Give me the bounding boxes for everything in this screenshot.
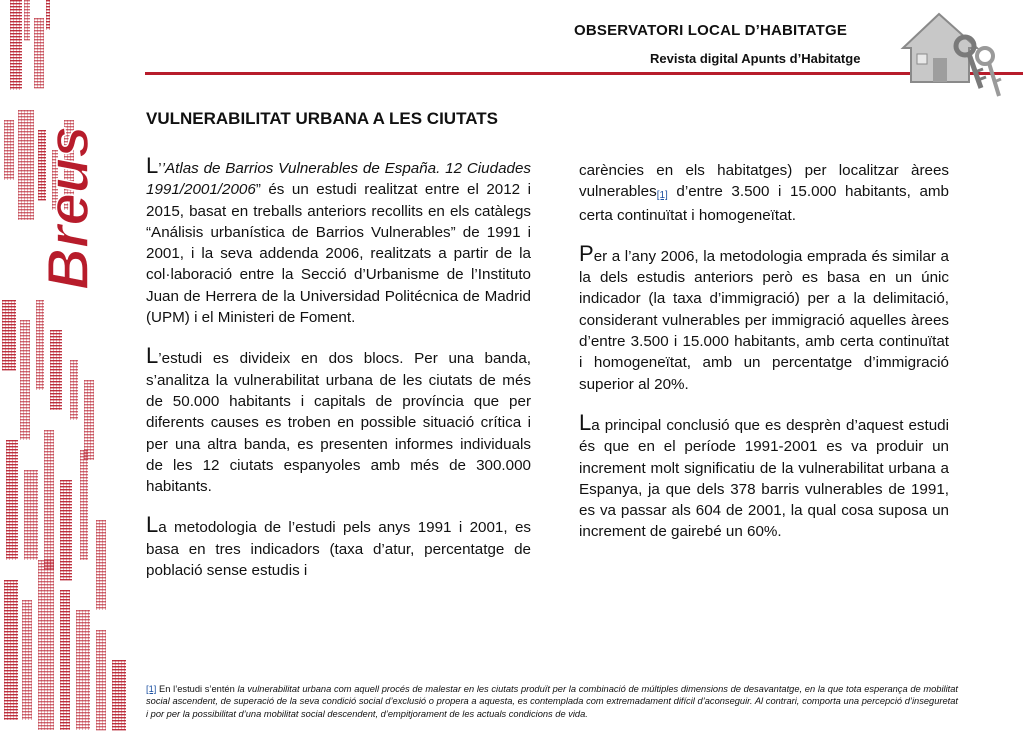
article-column-2: [579, 160, 949, 562]
footnote: [146, 683, 958, 720]
article-title: VULNERABILITAT URBANA A LES CIUTATS: [146, 109, 498, 128]
paragraph: [579, 409, 949, 543]
text-fragment: er a l’any 2006, la metodologia emprada és similar a la dels estudis anteriors però es basa en un únic indicador (la taxa d’immigració) per a la delimitació, considerant vulnerables per immigració aquelles àrees d’entre 3.500 i 15.000 habitants, amb certa continuïtat i homogeneïtat, amb un percentatge d’immigració superior al 20%.: [579, 247, 949, 393]
stripe-block: [60, 590, 70, 730]
header-subtitle: Revista digital Apunts d’Habitatge: [650, 51, 861, 66]
paragraph: [579, 240, 949, 395]
stripe-block: [96, 630, 106, 730]
stripe-block: [18, 110, 34, 220]
stripe-block: [6, 440, 18, 560]
stripe-block: [76, 610, 90, 730]
drop-cap: P: [579, 240, 594, 266]
stripe-block: [60, 480, 72, 580]
article-column-1: [146, 157, 531, 647]
stripe-block: [84, 380, 94, 460]
header-divider: [145, 72, 1023, 75]
stripe-block: [34, 18, 44, 88]
house-keys-icon: [895, 8, 1007, 106]
text-fragment: ” és un estudi realitzat entre el 2012 i 2015, basat en treballs anteriors recollits en els catàlegs “Análisis urbanística de Barrios Vulnerables” de 1991 i 2001, i la seva addenda 2006, realitzats a partir de la col·laboració entre la Secció d’Urbanisme de l’Instituto Juan de Herrera de la Universidad Politécnica de Madrid (UPM) i el Ministeri de Foment.: [146, 181, 531, 327]
stripe-block: [50, 330, 62, 410]
text-fragment: ’: [158, 160, 162, 177]
stripe-block: [2, 300, 16, 370]
stripe-block: [112, 660, 126, 730]
paragraph: [146, 343, 531, 497]
paragraph: [146, 157, 531, 328]
stripe-block: [4, 580, 18, 720]
text-fragment: ’estudi es divideix en dos blocs. Per una banda, s’analitza la vulnerabilitat urbana de les ciutats de més de 50.000 habitants i capitals de província que per diferents causes es troben en possible situació crítica i per una altra banda, es presenten informes individuals de les 12 ciutats espanyoles amb més de 300.000 habitants.: [146, 350, 531, 496]
stripe-block: [46, 0, 50, 30]
header-title: OBSERVATORI LOCAL D’HABITATGE: [574, 22, 848, 39]
stripe-block: [20, 320, 30, 440]
stripe-block: [10, 0, 22, 90]
drop-cap: L: [146, 512, 159, 538]
paragraph: [579, 160, 949, 226]
stripe-block: [80, 450, 88, 560]
stripe-pattern: [0, 0, 140, 731]
stripe-block: [70, 360, 78, 420]
drop-cap: L: [146, 157, 159, 178]
footnote-backlink[interactable]: [1]: [146, 684, 157, 694]
stripe-block: [38, 560, 54, 730]
text-fragment: d’entre 3.500 i 15.000 habitants, amb certa continuïtat i homogeneïtat.: [579, 183, 949, 224]
footnote-lead: En l’estudi s’entén: [156, 684, 238, 694]
stripe-block: [24, 0, 30, 40]
footnote-reference-link[interactable]: [1]: [656, 190, 668, 202]
stripe-block: [22, 600, 32, 720]
stripe-block: [24, 470, 38, 560]
brand-wordmark: Breus: [36, 125, 101, 290]
stripe-block: [44, 430, 54, 570]
text-fragment: carències en els habitatges) per localitzar àrees vulnerables: [579, 162, 949, 201]
drop-cap: L: [579, 409, 592, 435]
stripe-block: [4, 120, 14, 180]
drop-cap: L: [146, 343, 159, 369]
stripe-block: [36, 300, 44, 390]
text-fragment: a principal conclusió que es desprèn d’aquest estudi és que en el període 1991-2001 es va produir un increment molt significatiu de la vulnerabilitat urbana a Espanya, ja que dels 378 barris vulnerables de 1991, es va passar als 604 de 2001, la qual cosa suposa un increment de gairebé un 60%.: [579, 416, 949, 541]
footnote-definition: la vulnerabilitat urbana com aquell procés de malestar en les ciutats produït per la combinació de múltiples dimensions de desavantatge, en la que tota esperança de mobilitat social ascendent, de superació de la seva condició social d’exclusió o propera a aquesta, es contemplada com extremadament difícil d’aconseguir. Al contrari, comporta una percepció d’inseguretat i por per la possibilitat d’una mobilitat social descendent, d’empitjorament de les actuals condicions de vida.: [146, 684, 958, 719]
sidebar-decoration: [0, 0, 140, 731]
stripe-block: [96, 520, 106, 610]
paragraph: [146, 512, 531, 581]
text-fragment: a metodologia de l’estudi pels anys 1991 i 2001, es basa en tres indicadors (taxa d’atur, percentatge de població sense estudis i: [146, 519, 531, 580]
italic-title: ’Atlas de Barrios Vulnerables de España. 12 Ciudades 1991/2001/2006: [146, 160, 531, 199]
